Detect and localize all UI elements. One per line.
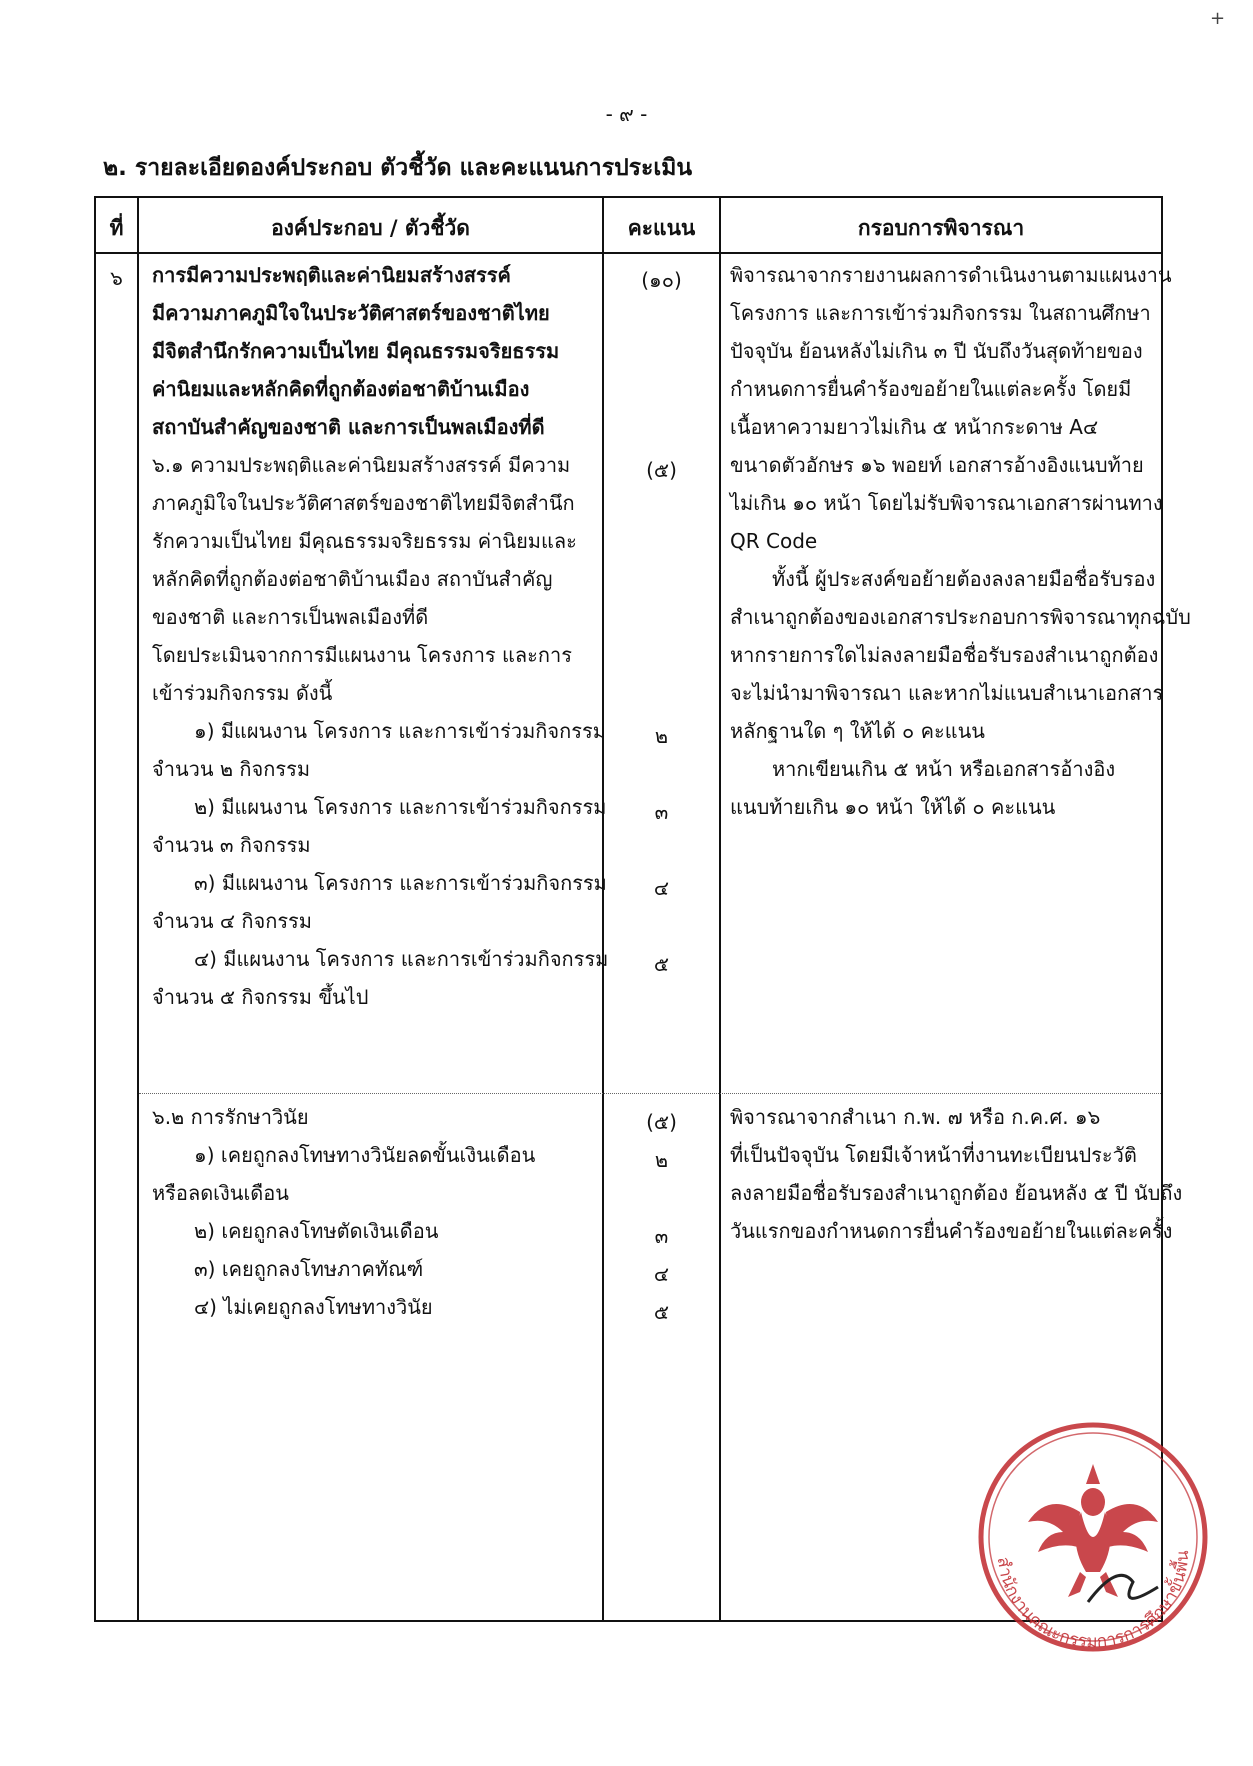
main-title <box>152 256 559 446</box>
criteria-block-1 <box>730 256 1191 826</box>
sub1-item-line: จำนวน ๕ กิจกรรม ขึ้นไป <box>152 985 369 1009</box>
sub2-title: ๖.๒ การรักษาวินัย <box>152 1105 309 1129</box>
criteria-line: จะไม่นำมาพิจารณา และหากไม่แนบสำเนาเอกสาร <box>730 681 1164 705</box>
corner-mark: + <box>1210 8 1226 29</box>
garuda-emblem-icon <box>968 1412 1218 1662</box>
row-separator <box>139 1093 1161 1094</box>
criteria-line: วันแรกของกำหนดการยื่นคำร้องขอย้ายในแต่ละครั้ง <box>730 1219 1173 1243</box>
sub1-line: เข้าร่วมกิจกรรม ดังนี้ <box>152 681 333 705</box>
sub2-item-score: ๓ <box>654 1224 669 1248</box>
section-title: ๒. รายละเอียดองค์ประกอบ ตัวชี้วัด และคะแนนการประเมิน <box>103 155 693 181</box>
sub2-block <box>152 1098 535 1326</box>
criteria-line: QR Code <box>730 529 818 553</box>
criteria-line: ที่เป็นปัจจุบัน โดยมีเจ้าหน้าที่งานทะเบียนประวัติ <box>730 1143 1137 1167</box>
header-no: ที่ <box>109 216 124 240</box>
criteria-line: ขนาดตัวอักษร ๑๖ พอยท์ เอกสารอ้างอิงแนบท้าย <box>730 453 1144 477</box>
sub1-item-score: ๓ <box>654 800 669 824</box>
sub1-line: ภาคภูมิใจในประวัติศาสตร์ของชาติไทยมีจิตสำนึก <box>152 491 575 515</box>
main-score: (๑๐) <box>641 268 682 292</box>
sub1-line: หลักคิดที่ถูกต้องต่อชาติบ้านเมือง สถาบันสำคัญ <box>152 567 553 591</box>
criteria-line: ปัจจุบัน ย้อนหลังไม่เกิน ๓ ปี นับถึงวันสุดท้ายของ <box>730 339 1143 363</box>
official-seal-stamp <box>968 1412 1218 1662</box>
criteria-line: สำเนาถูกต้องของเอกสารประกอบการพิจารณาทุกฉบับ <box>730 605 1191 629</box>
sub1-item-line: จำนวน ๓ กิจกรรม <box>152 833 311 857</box>
sub2-item-score: ๒ <box>654 1148 669 1172</box>
sub1-item-score: ๕ <box>653 952 670 976</box>
criteria-line: พิจารณาจากรายงานผลการดำเนินงานตามแผนงาน <box>730 263 1172 287</box>
sub1-item-score: ๔ <box>653 876 670 900</box>
sub1-item-line: ๒) มีแผนงาน โครงการ และการเข้าร่วมกิจกรรม <box>194 795 607 819</box>
sub2-item-line: หรือลดเงินเดือน <box>152 1181 289 1205</box>
sub1-item-line: จำนวน ๒ กิจกรรม <box>152 757 311 781</box>
sub1-score: (๕) <box>646 458 677 482</box>
sub1-item-score: ๒ <box>654 724 669 748</box>
criteria-line: โครงการ และการเข้าร่วมกิจกรรม ในสถานศึกษา <box>730 301 1151 325</box>
main-title-line: มีจิตสำนึกรักความเป็นไทย มีคุณธรรมจริยธรรม <box>152 339 560 363</box>
main-title-line: สถาบันสำคัญของชาติ และการเป็นพลเมืองที่ดี <box>152 415 545 439</box>
criteria-line: กำหนดการยื่นคำร้องขอย้ายในแต่ละครั้ง โดยมี <box>730 377 1132 401</box>
table-border-left <box>94 196 96 1622</box>
sub2-item-score: ๕ <box>653 1300 670 1324</box>
sub2-item-line: ๓) เคยถูกลงโทษภาคทัณฑ์ <box>194 1257 424 1281</box>
row-number: ๖ <box>110 266 123 290</box>
column-divider-3 <box>719 196 721 1622</box>
sub1-item-line: ๓) มีแผนงาน โครงการ และการเข้าร่วมกิจกรรม <box>194 871 607 895</box>
sub1-line: ของชาติ และการเป็นพลเมืองที่ดี <box>152 605 429 629</box>
criteria-block-2 <box>730 1098 1182 1250</box>
criteria-line: พิจารณาจากสำเนา ก.พ. ๗ หรือ ก.ค.ศ. ๑๖ <box>730 1105 1101 1129</box>
criteria-line: หากรายการใดไม่ลงลายมือชื่อรับรองสำเนาถูกต้อง <box>730 643 1159 667</box>
sub1-line: รักความเป็นไทย มีคุณธรรมจริยธรรม ค่านิยมและ <box>152 529 577 553</box>
criteria-line: เนื้อหาความยาวไม่เกิน ๕ หน้ากระดาษ A๔ <box>730 415 1099 439</box>
main-title-line: ค่านิยมและหลักคิดที่ถูกต้องต่อชาติบ้านเมือง <box>152 377 530 401</box>
sub1-line: ๖.๑ ความประพฤติและค่านิยมสร้างสรรค์ มีความ <box>152 453 571 477</box>
sub1-line: โดยประเมินจากการมีแผนงาน โครงการ และการ <box>152 643 572 667</box>
sub1-item-line: จำนวน ๔ กิจกรรม <box>152 909 312 933</box>
main-title-line: การมีความประพฤติและค่านิยมสร้างสรรค์ <box>152 263 511 287</box>
sub2-item-line: ๔) ไม่เคยถูกลงโทษทางวินัย <box>194 1295 433 1319</box>
sub2-score: (๕) <box>646 1110 677 1134</box>
header-criteria: กรอบการพิจารณา <box>857 216 1025 240</box>
sub1-block <box>152 446 608 1016</box>
seal-text: สำนักงานคณะกรรมการการศึกษาขั้นพื้น <box>992 1549 1194 1653</box>
sub2-item-line: ๑) เคยถูกลงโทษทางวินัยลดขั้นเงินเดือน <box>194 1143 536 1167</box>
table-border-top <box>94 196 1163 198</box>
header-component: องค์ประกอบ / ตัวชี้วัด <box>271 216 470 240</box>
criteria-line: ลงลายมือชื่อรับรองสำเนาถูกต้อง ย้อนหลัง ๕ ปี นับถึง <box>730 1181 1183 1205</box>
sub2-item-line: ๒) เคยถูกลงโทษตัดเงินเดือน <box>194 1219 439 1243</box>
column-divider-1 <box>137 196 139 1622</box>
criteria-line: แนบท้ายเกิน ๑๐ หน้า ให้ได้ ๐ คะแนน <box>730 795 1056 819</box>
criteria-line: หากเขียนเกิน ๕ หน้า หรือเอกสารอ้างอิง <box>772 757 1116 781</box>
criteria-line: หลักฐานใด ๆ ให้ได้ ๐ คะแนน <box>730 719 985 743</box>
sub1-item-line: ๑) มีแผนงาน โครงการ และการเข้าร่วมกิจกรรม <box>194 719 606 743</box>
sub1-item-line: ๔) มีแผนงาน โครงการ และการเข้าร่วมกิจกรรม <box>194 947 609 971</box>
criteria-line: ไม่เกิน ๑๐ หน้า โดยไม่รับพิจารณาเอกสารผ่านทาง <box>730 491 1163 515</box>
criteria-line: ทั้งนี้ ผู้ประสงค์ขอย้ายต้องลงลายมือชื่อรับรอง <box>772 567 1156 591</box>
page-number: - ๙ - <box>605 102 648 126</box>
main-title-line: มีความภาคภูมิใจในประวัติศาสตร์ของชาติไทย <box>152 301 550 325</box>
sub2-item-score: ๔ <box>653 1262 670 1286</box>
header-score: คะแนน <box>627 216 696 240</box>
table-header-divider <box>94 252 1163 254</box>
